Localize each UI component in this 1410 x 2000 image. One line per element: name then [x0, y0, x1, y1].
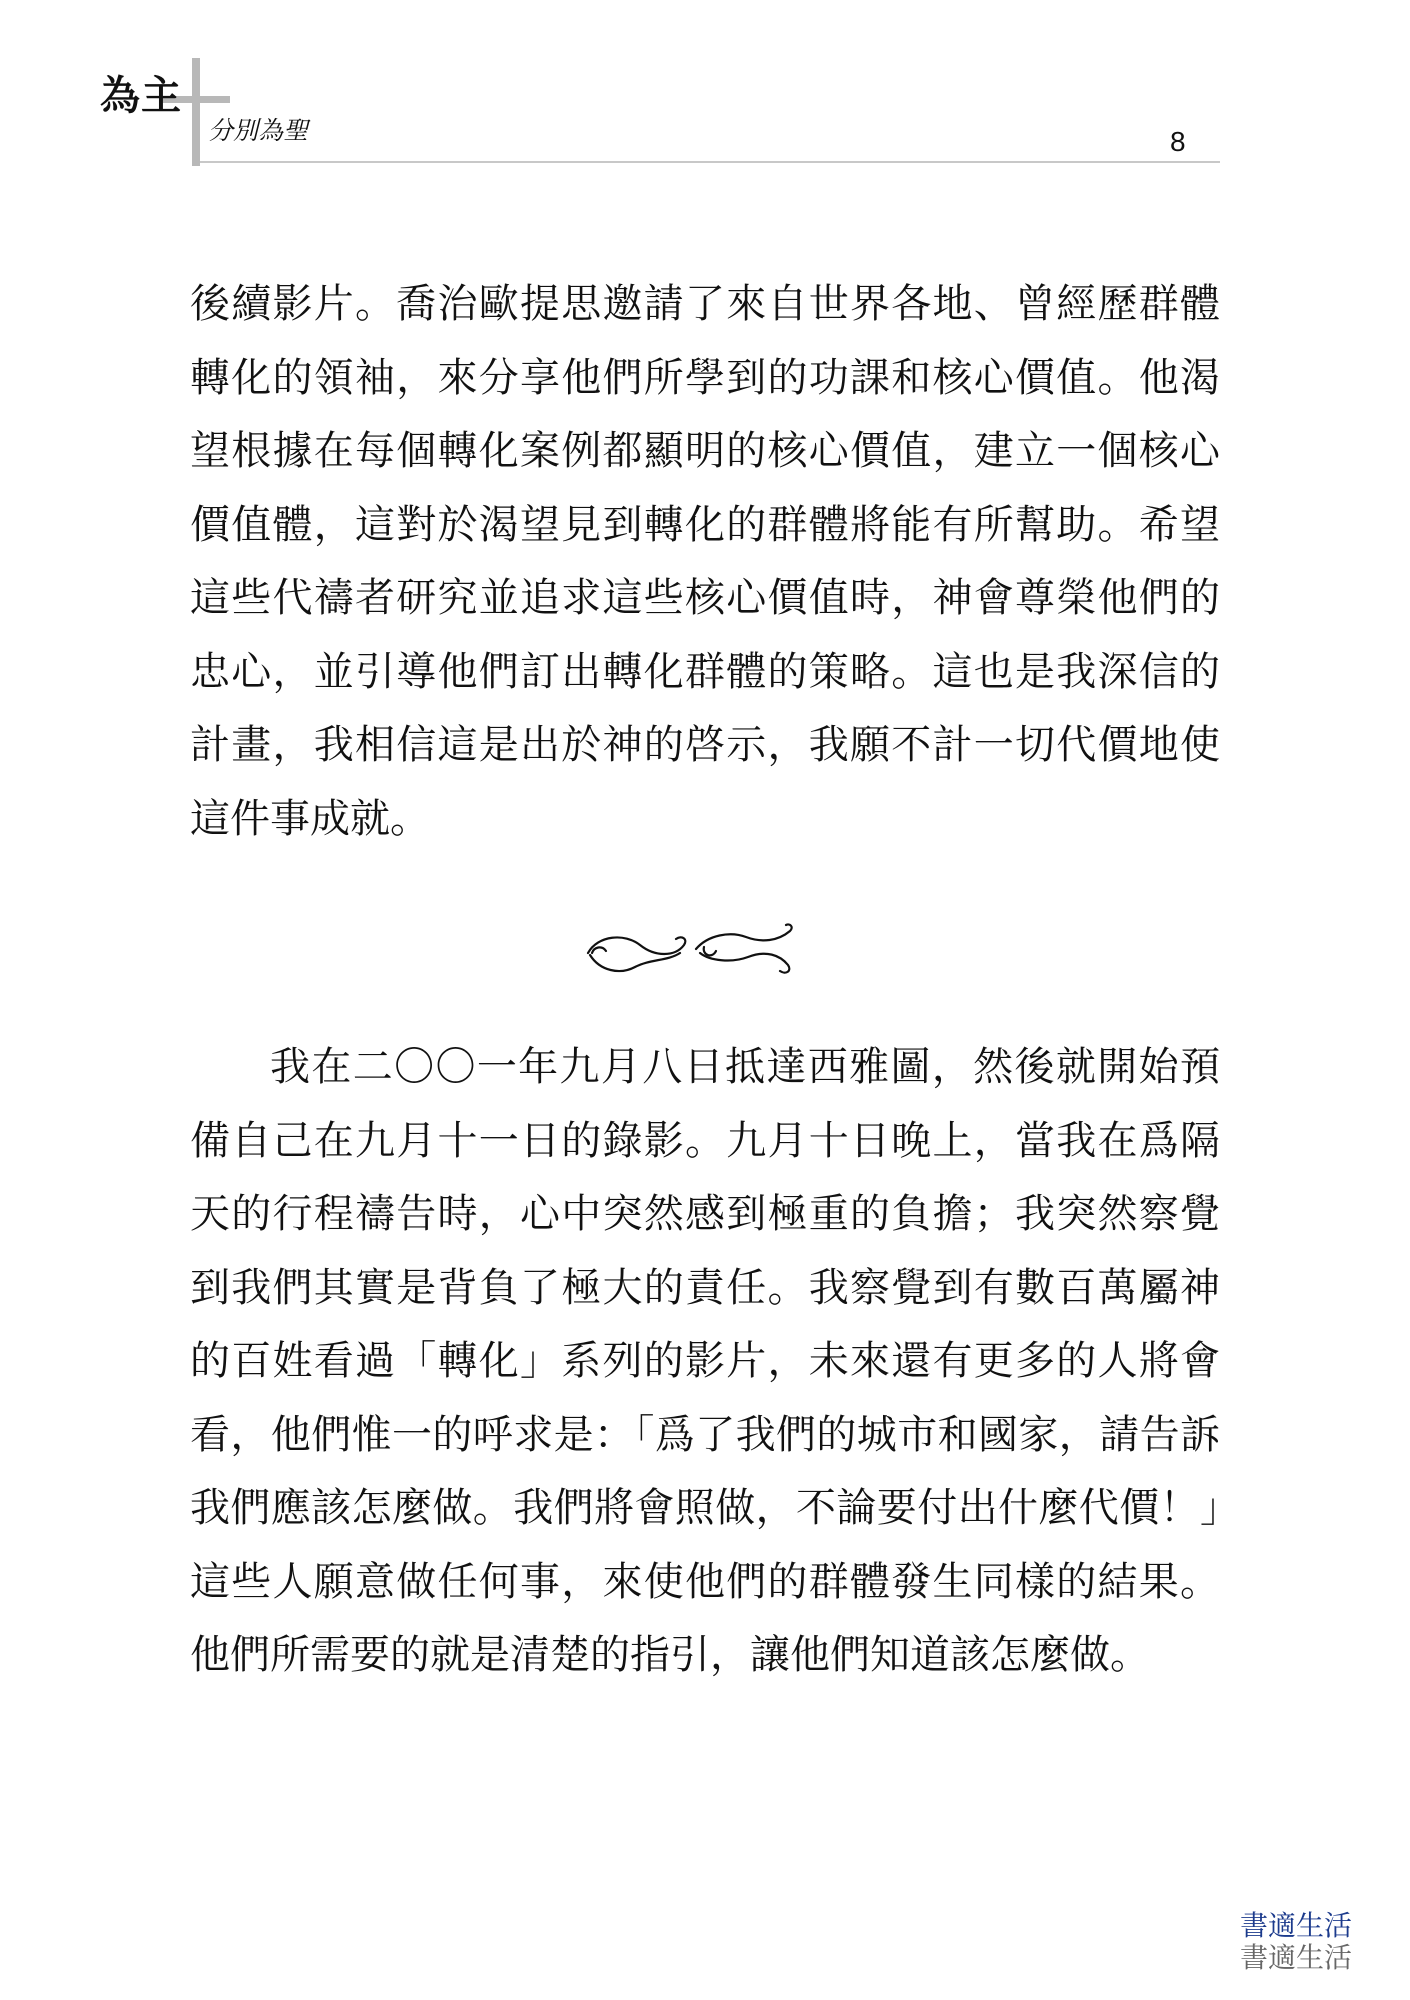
flourish-divider-icon: [580, 905, 800, 985]
watermark-logo-gray: 書適生活: [1239, 1941, 1352, 1974]
page-number: 8: [1170, 126, 1186, 157]
cross-vertical-bar: [192, 58, 200, 166]
header-rule: [200, 161, 1220, 163]
page-header: [0, 0, 1410, 180]
body-paragraph-1: 後續影片。喬治歐提思邀請了來自世界各地、曾經歷群體轉化的領袖，來分享他們所學到的功課和核心價值。他渴望根據在每個轉化案例都顯明的核心價值，建立一個核心價值體，這對於渴望見到轉化的群體將能有所幫助。希望這些代禱者研究並追求這些核心價值時，神會尊榮他們的忠心，並引導他們訂出轉化群體的策略。這也是我深信的計畫，我相信這是出於神的啓示，我願不計一切代價地使這件事成就。: [190, 281, 1220, 842]
body-paragraph-2: 我在二〇〇一年九月八日抵達西雅圖，然後就開始預備自己在九月十一日的錄影。九月十日晚上，當我在爲隔天的行程禱告時，心中突然感到極重的負擔；我突然察覺到我們其實是背負了極大的責任。我察覺到有數百萬屬神的百姓看過「轉化」系列的影片，未來還有更多的人將會看，他們惟一的呼求是：「爲了我們的城市和國家，請告訴我們應該怎麼做。我們將會照做，不論要付出什麼代價！」這些人願意做任何事，來使他們的群體發生同樣的結果。他們所需要的就是清楚的指引，讓他們知道該怎麼做。: [190, 1044, 1220, 1678]
book-title: 為主: [100, 73, 182, 119]
watermark-logo-blue: 書適生活: [1239, 1909, 1352, 1942]
book-subtitle: 分別為聖: [208, 116, 309, 145]
